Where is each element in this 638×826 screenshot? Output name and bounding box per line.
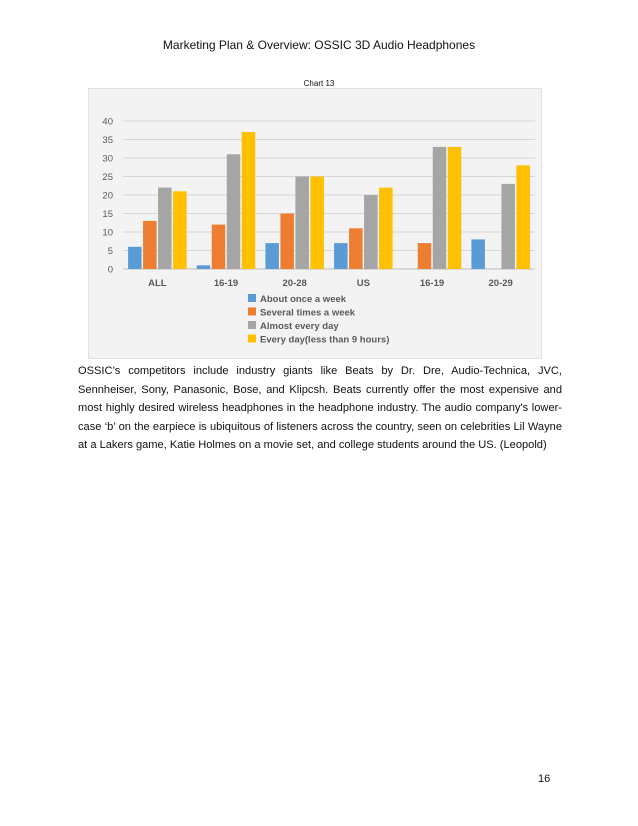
y-tick-label: 25	[102, 172, 113, 183]
bar	[334, 243, 348, 269]
x-tick-label: US	[356, 278, 370, 289]
bar	[265, 243, 279, 269]
bar	[227, 154, 241, 269]
y-tick-label: 10	[102, 227, 113, 239]
y-tick-label: 20	[102, 190, 113, 202]
page-number: 16	[538, 773, 551, 785]
bar	[128, 247, 142, 269]
bar	[501, 184, 514, 269]
bar	[516, 165, 530, 269]
y-tick-label: 35	[102, 135, 113, 146]
legend-label: About once a week	[260, 294, 347, 305]
x-tick-label: ALL	[148, 278, 167, 289]
legend-swatch	[248, 308, 256, 316]
legend-label: Several times a week	[260, 307, 356, 319]
bar	[295, 177, 309, 270]
page-header: Marketing Plan & Overview: OSSIC 3D Audio Headphones	[162, 38, 476, 52]
bar	[379, 188, 393, 269]
body-paragraph: OSSIC’s competitors include industry giants like Beats by Dr. Dre, Audio-Technica, JVC, Sennheiser, Sony, Panasonic, Bose, and Klipcsh. Beats currently offer the most expensive and most highly desired wireless headphones in the headphone industry. The audio company's lower-case ‘b’ on the earpiece is ubiquitous of listeners across the country, seen on celebrities Lil Wayne at a Lakers game, Katie Holmes on a movie set, and college students around the US. (Leopold)	[78, 365, 562, 451]
x-tick-label: 16-19	[419, 278, 445, 289]
legend-swatch	[248, 335, 256, 343]
bar	[310, 177, 324, 270]
x-tick-label: 20-28	[282, 278, 307, 289]
chart-caption: Chart 13	[303, 79, 335, 88]
bar	[197, 265, 211, 269]
legend-swatch	[248, 294, 256, 302]
bar-chart	[88, 88, 542, 359]
bar	[143, 221, 157, 269]
y-tick-label: 5	[107, 246, 113, 257]
bar	[471, 239, 485, 269]
bar	[448, 147, 462, 269]
bar	[242, 132, 256, 269]
bar	[433, 147, 447, 269]
legend-label: Almost every day	[260, 321, 339, 332]
y-tick-label: 15	[102, 209, 113, 220]
x-tick-label: 20-29	[488, 278, 513, 289]
chart-svg	[89, 89, 541, 358]
bar	[418, 243, 432, 269]
y-tick-label: 30	[102, 153, 113, 165]
bar	[212, 225, 226, 269]
y-tick-label: 40	[102, 116, 113, 128]
bar	[280, 214, 294, 270]
x-tick-label: 16-19	[213, 278, 239, 289]
bar	[349, 228, 363, 269]
bar	[158, 188, 172, 269]
legend-label: Every day(less than 9 hours)	[260, 334, 390, 346]
y-tick-label: 0	[107, 264, 113, 276]
bar	[364, 195, 378, 269]
legend-swatch	[248, 321, 256, 329]
bar	[173, 191, 187, 269]
